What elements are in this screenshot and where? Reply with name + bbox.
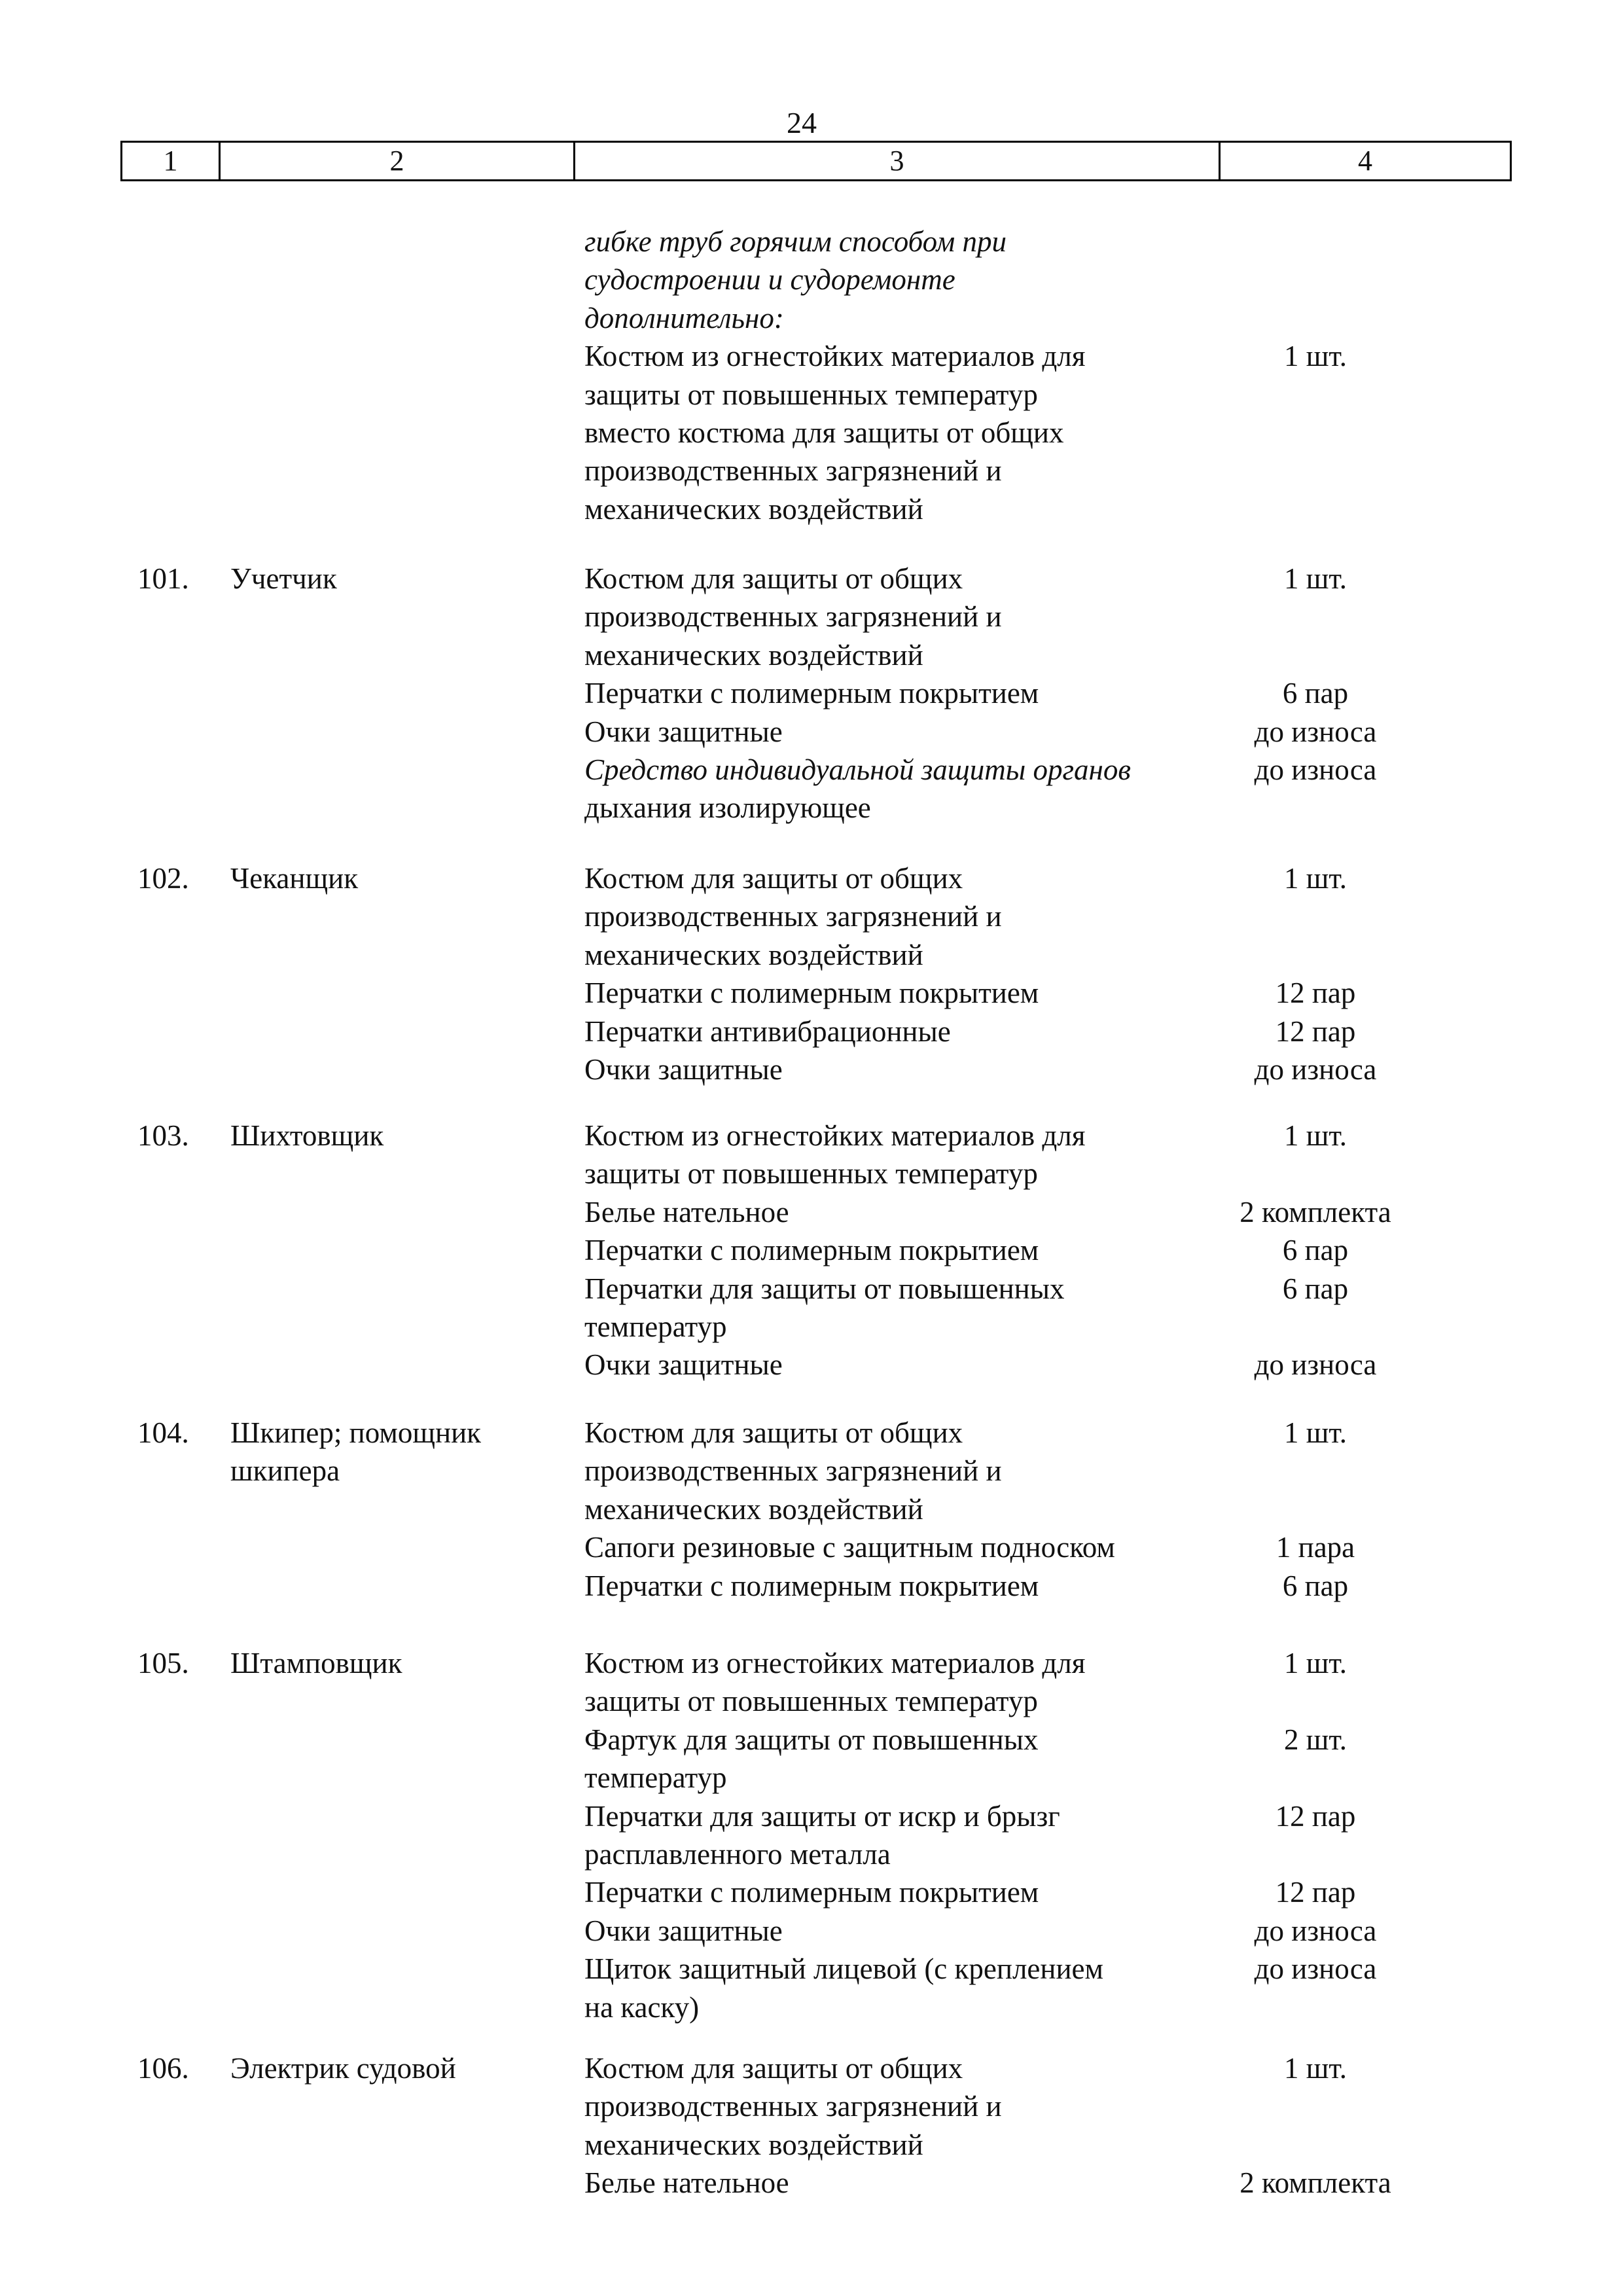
profession-name: Штамповщик [230,1647,402,1679]
item-description-line: Костюм из огнестойких материалов для [584,1647,1086,1679]
item-description-line: вместо костюма для защиты от общих [584,416,1064,449]
profession-name: Шкипер; помощник [230,1416,482,1449]
item-description-line: механических воздействий [584,939,923,971]
item-description-line: защиты от повышенных температур [584,1685,1038,1717]
item-quantity: до износа [1254,1952,1377,1985]
item-description-line: Костюм из огнестойких материалов для [584,1119,1086,1152]
item-description-line: Костюм для защиты от общих [584,562,963,595]
profession-name: Учетчик [230,562,337,595]
item-quantity: 12 пар [1275,1015,1356,1048]
item-description-line: Перчатки с полимерным покрытием [584,1570,1039,1602]
item-quantity: до износа [1254,753,1377,786]
item-description-line: Перчатки с полимерным покрытием [584,677,1039,709]
item-description-line: Перчатки с полимерным покрытием [584,977,1039,1009]
item-description-line: защиты от повышенных температур [584,378,1038,411]
item-quantity: 6 пар [1282,1272,1349,1305]
column-header-table [120,141,1512,181]
item-description-line: Фартук для защиты от повышенных [584,1723,1039,1756]
item-quantity: 2 шт. [1284,1723,1347,1756]
item-quantity: 1 шт. [1284,1647,1347,1679]
row-number: 102. [137,862,189,895]
item-description-line: механических воздействий [584,2128,923,2161]
item-description-line: Костюм для защиты от общих [584,862,963,895]
item-description-line: Костюм из огнестойких материалов для [584,340,1086,372]
item-quantity: 1 пара [1275,1531,1355,1564]
item-description-line: Белье нательное [584,2166,789,2199]
item-description-line: Перчатки антивибрационные [584,1015,951,1048]
item-description-line: на каску) [584,1991,700,2024]
item-quantity: 6 пар [1282,677,1349,709]
item-description-line: температур [584,1310,727,1343]
row-number: 101. [137,562,189,595]
item-quantity: 2 комплекта [1240,1196,1391,1229]
item-quantity: 6 пар [1282,1234,1349,1266]
row-number: 103. [137,1119,189,1152]
profession-name: Шихтовщик [230,1119,384,1152]
item-description-line: производственных загрязнений и [584,900,1002,933]
row-number: 104. [137,1416,189,1449]
continuation-intro-line: дополнительно: [584,302,784,334]
item-description-line: производственных загрязнений и [584,454,1002,487]
item-description-line: Щиток защитный лицевой (с креплением [584,1952,1103,1985]
column-header-4: 4 [1358,145,1372,177]
item-quantity: 1 шт. [1284,562,1347,595]
item-quantity: 1 шт. [1284,2052,1347,2085]
item-quantity: 6 пар [1282,1570,1349,1602]
row-number: 106. [137,2052,189,2085]
profession-name: Чеканщик [230,862,359,895]
item-quantity: 12 пар [1275,977,1356,1009]
item-quantity: до износа [1254,1914,1377,1947]
item-description-line: Белье нательное [584,1196,789,1229]
item-description-line: Костюм для защиты от общих [584,2052,963,2085]
item-description-line: Очки защитные [584,1348,783,1381]
item-quantity: 1 шт. [1284,340,1347,372]
item-description-line: Перчатки с полимерным покрытием [584,1876,1039,1909]
item-quantity: до износа [1254,1348,1377,1381]
item-quantity: 12 пар [1275,1800,1356,1833]
column-header-2: 2 [221,143,575,179]
item-description-line: Очки защитные [584,1053,783,1086]
item-description-line: Костюм для защиты от общих [584,1416,963,1449]
item-description-line: температур [584,1761,727,1794]
item-quantity: 1 шт. [1284,1119,1347,1152]
continuation-intro-line: гибке труб горячим способом при [584,225,1007,258]
item-quantity: до износа [1254,715,1377,748]
item-description-line: производственных загрязнений и [584,2090,1002,2123]
item-description-line: Средство индивидуальной защиты органов [584,753,1131,786]
item-description-line: механических воздействий [584,639,923,672]
column-header-3: 3 [575,143,1221,179]
item-description-line: механических воздействий [584,493,923,526]
item-description-line: Перчатки с полимерным покрытием [584,1234,1039,1266]
item-quantity: 12 пар [1275,1876,1356,1909]
item-description-line: Очки защитные [584,1914,783,1947]
profession-name: шкипера [230,1454,340,1487]
item-quantity: 1 шт. [1284,1416,1347,1449]
item-description-line: защиты от повышенных температур [584,1157,1038,1190]
item-description-line: Перчатки для защиты от искр и брызг [584,1800,1060,1833]
item-description-line: Сапоги резиновые с защитным подноском [584,1531,1115,1564]
item-description-line: расплавленного металла [584,1838,891,1871]
profession-name: Электрик судовой [230,2052,456,2085]
continuation-intro-line: судостроении и судоремонте [584,263,955,296]
item-description-line: механических воздействий [584,1493,923,1526]
item-quantity: 1 шт. [1284,862,1347,895]
item-description-line: Очки защитные [584,715,783,748]
item-quantity: до износа [1254,1053,1377,1086]
item-description-line: производственных загрязнений и [584,600,1002,633]
column-header-1: 1 [122,143,221,179]
row-number: 105. [137,1647,189,1679]
item-description-line: Перчатки для защиты от повышенных [584,1272,1065,1305]
item-description-line: дыхания изолирующее [584,791,871,824]
item-description-line: производственных загрязнений и [584,1454,1002,1487]
item-quantity: 2 комплекта [1240,2166,1391,2199]
